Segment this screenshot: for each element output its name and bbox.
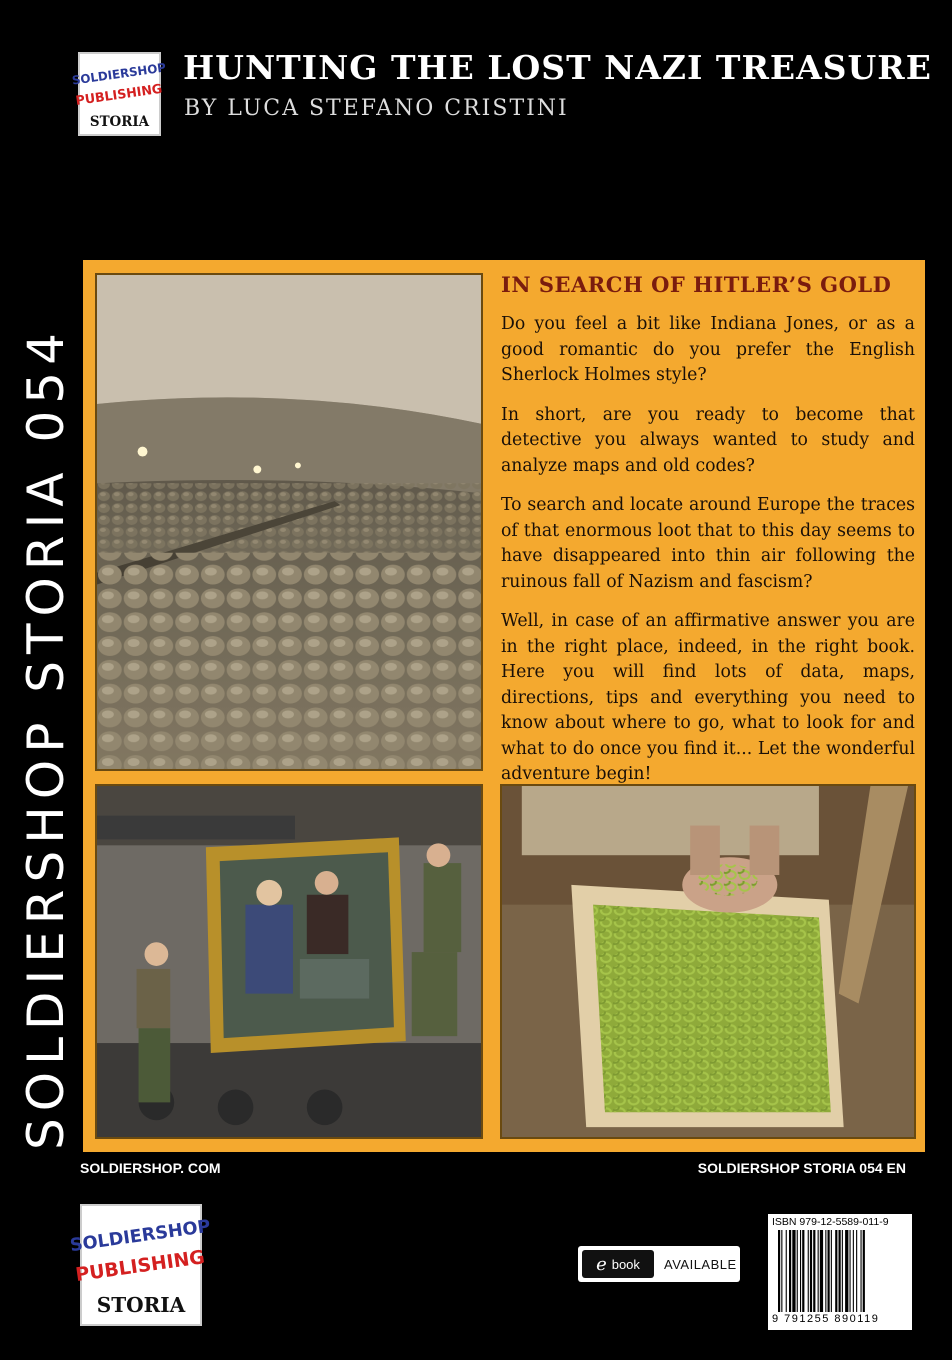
photo-gold-rings-box: [500, 784, 916, 1139]
barcode-bar: [825, 1230, 826, 1312]
series-code: SOLDIERSHOP STORIA 054 EN: [697, 1160, 906, 1176]
barcode-bar: [845, 1230, 848, 1312]
logo-line-1: SOLDIERSHOP: [68, 1216, 212, 1257]
barcode-bar: [792, 1230, 795, 1312]
barcode-bar: [813, 1230, 815, 1312]
barcode-bar: [820, 1230, 823, 1312]
barcode-bar: [850, 1230, 851, 1312]
barcode-bar: [786, 1230, 787, 1312]
photo-soldiers-painting: [95, 784, 483, 1139]
barcode-bar: [797, 1230, 798, 1312]
ebook-letter: e: [596, 1253, 607, 1275]
paragraph: Do you feel a bit like Indiana Jones, or as a good romantic do you prefer the English Sherlock Holmes style?: [501, 314, 915, 385]
paragraph: In short, are you ready to become that detective you always wanted to study and analyze maps and old codes?: [501, 404, 915, 476]
logo-line-3: STORIA: [96, 1293, 186, 1318]
barcode-bar: [853, 1230, 854, 1312]
section-heading: IN SEARCH OF HITLER’S GOLD: [501, 272, 892, 297]
barcode-bar: [839, 1230, 841, 1312]
barcode-bar: [789, 1230, 791, 1312]
barcode-bar: [835, 1230, 837, 1312]
book-author: BY LUCA STEFANO CRISTINI: [184, 96, 569, 121]
publisher-logo-graphic: [68, 1206, 212, 1324]
photo-gold-sacks-mine: [95, 273, 483, 771]
barcode-graphic: [778, 1230, 906, 1312]
barcode-bar: [828, 1230, 830, 1312]
isbn-text: ISBN 979-12-5589-011-9: [772, 1216, 889, 1228]
spine-series-text: SOLDIERSHOP STORIA 054: [17, 326, 75, 1150]
logo-line-2: PUBLISHING: [74, 80, 164, 108]
barcode-bar: [781, 1230, 782, 1312]
barcode-digits: 9 791255 890119: [772, 1313, 880, 1325]
paragraph: Well, in case of an affirmative answer you are in the right place, indeed, in the right book. Here you will find lots of data, maps, directions, tips and everything you need to know about where to go, what to look for and what to do once you find it... Let the wonderful adventure begin!: [501, 611, 915, 784]
barcode-bar: [778, 1230, 780, 1312]
barcode-bar: [863, 1230, 865, 1312]
description-text: [501, 312, 915, 802]
barcode-bar: [831, 1230, 832, 1312]
barcode-bar: [856, 1230, 857, 1312]
paragraph: To search and locate around Europe the traces of that enormous loot that to this day seems to have disappeared into thin air following the ruinous fall of Nazism and fascism?: [501, 495, 915, 592]
logo-line-1: SOLDIERSHOP: [71, 60, 167, 88]
isbn-barcode: [768, 1214, 912, 1330]
logo-line-2: PUBLISHING: [74, 1246, 207, 1287]
ebook-available-badge[interactable]: [578, 1246, 740, 1282]
ebook-badge-text: book: [611, 1256, 640, 1272]
barcode-bar: [818, 1230, 819, 1312]
website-link[interactable]: SOLDIERSHOP. COM: [80, 1160, 221, 1176]
barcode-bar: [802, 1230, 804, 1312]
publisher-logo-top: [71, 52, 167, 136]
barcode-bar: [810, 1230, 812, 1312]
ebook-label: AVAILABLE: [664, 1256, 737, 1272]
ebook-icon: [582, 1250, 654, 1278]
barcode-bar: [842, 1230, 843, 1312]
barcode-bar: [861, 1230, 862, 1312]
logo-line-3: STORIA: [89, 113, 150, 131]
book-title: HUNTING THE LOST NAZI TREASURE: [183, 48, 932, 87]
publisher-logo-graphic: [71, 54, 167, 134]
barcode-bar: [808, 1230, 809, 1312]
publisher-logo-bottom: [68, 1204, 212, 1326]
barcode-bar: [800, 1230, 801, 1312]
